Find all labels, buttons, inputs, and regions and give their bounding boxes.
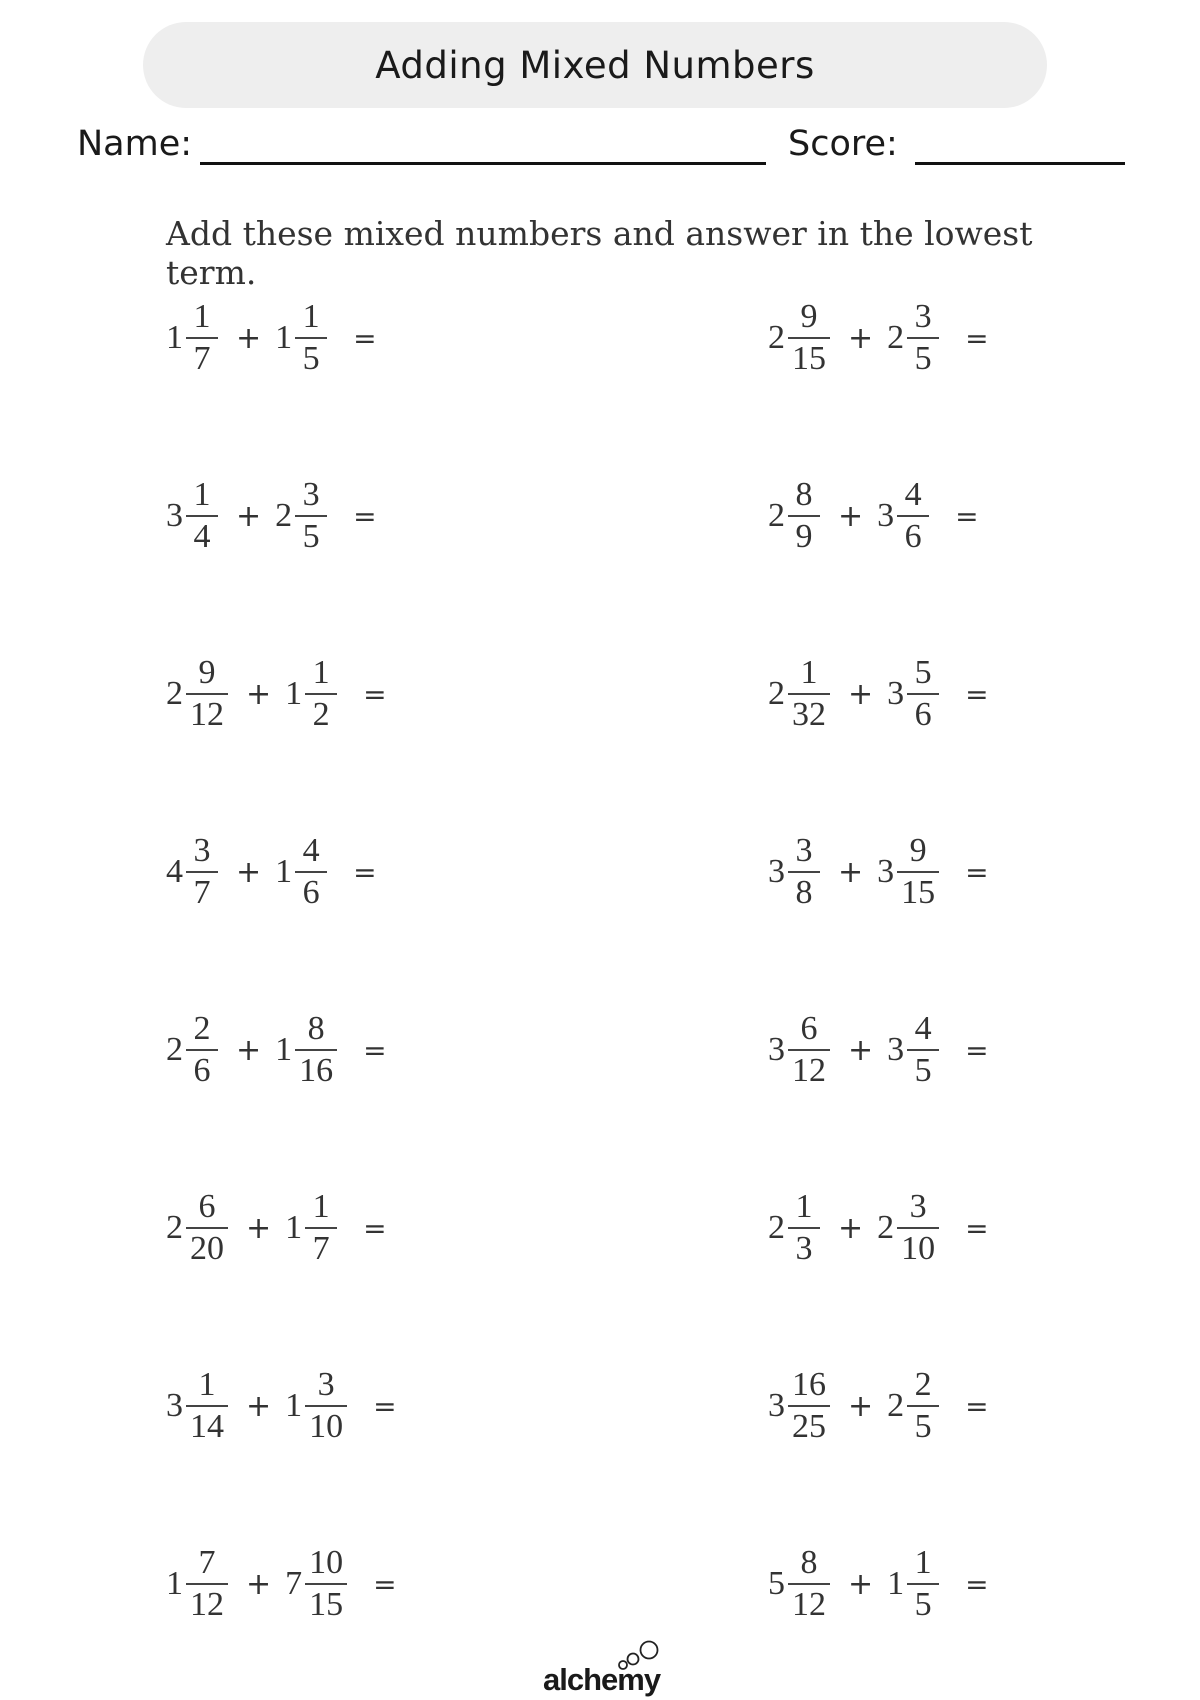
denominator: 15 xyxy=(788,337,830,376)
plus-sign: + xyxy=(236,1032,262,1068)
numerator: 10 xyxy=(309,1544,344,1581)
whole-number: 2 xyxy=(166,675,183,712)
plus-sign: + xyxy=(848,1032,874,1068)
plus-sign: + xyxy=(246,1210,272,1246)
equals-sign: = xyxy=(363,1033,387,1067)
numerator: 4 xyxy=(302,832,320,869)
whole-number: 2 xyxy=(166,1209,183,1246)
numerator: 8 xyxy=(307,1010,325,1047)
denominator: 5 xyxy=(907,1049,939,1088)
denominator: 6 xyxy=(295,871,327,910)
fraction xyxy=(297,300,325,376)
plus-sign: + xyxy=(246,676,272,712)
whole-number: 1 xyxy=(285,675,303,712)
fraction xyxy=(790,1368,828,1444)
problem-14 xyxy=(768,1366,989,1446)
whole-number: 3 xyxy=(768,1031,785,1068)
denominator: 12 xyxy=(788,1049,830,1088)
score-field[interactable] xyxy=(915,162,1125,165)
fraction xyxy=(909,1546,937,1622)
denominator: 7 xyxy=(186,337,218,376)
equals-sign: = xyxy=(965,677,989,711)
fraction xyxy=(188,1190,226,1266)
plus-sign: + xyxy=(236,320,262,356)
plus-sign: + xyxy=(848,320,874,356)
numerator: 5 xyxy=(914,654,932,691)
equals-sign: = xyxy=(353,499,377,533)
denominator: 20 xyxy=(186,1227,228,1266)
denominator: 15 xyxy=(897,871,939,910)
fraction xyxy=(790,1012,828,1088)
whole-number: 1 xyxy=(166,1565,183,1602)
fraction xyxy=(307,656,335,732)
problem-5 xyxy=(166,654,387,734)
fraction xyxy=(307,1190,335,1266)
numerator: 6 xyxy=(198,1188,216,1225)
denominator: 7 xyxy=(305,1227,337,1266)
problem-13 xyxy=(166,1366,397,1446)
numerator: 3 xyxy=(317,1366,335,1403)
numerator: 3 xyxy=(909,1188,927,1225)
equals-sign: = xyxy=(965,1033,989,1067)
numerator: 1 xyxy=(312,654,330,691)
numerator: 1 xyxy=(193,298,211,335)
denominator: 4 xyxy=(186,515,218,554)
numerator: 2 xyxy=(914,1366,932,1403)
denominator: 25 xyxy=(788,1405,830,1444)
equals-sign: = xyxy=(965,855,989,889)
whole-number: 1 xyxy=(285,1209,303,1246)
numerator: 1 xyxy=(795,1188,813,1225)
fraction xyxy=(899,1190,937,1266)
denominator: 14 xyxy=(186,1405,228,1444)
problem-9 xyxy=(166,1010,387,1090)
numerator: 3 xyxy=(193,832,211,869)
whole-number: 2 xyxy=(275,497,293,534)
fraction xyxy=(790,1546,828,1622)
fraction xyxy=(899,478,927,554)
denominator: 5 xyxy=(295,337,327,376)
problem-11 xyxy=(166,1188,387,1268)
fraction xyxy=(909,1368,937,1444)
fraction xyxy=(790,834,818,910)
numerator: 4 xyxy=(904,476,922,513)
whole-number: 3 xyxy=(166,497,183,534)
name-field[interactable] xyxy=(200,162,766,165)
fraction xyxy=(307,1368,345,1444)
plus-sign: + xyxy=(848,1566,874,1602)
numerator: 9 xyxy=(800,298,818,335)
numerator: 8 xyxy=(795,476,813,513)
plus-sign: + xyxy=(236,498,262,534)
fraction xyxy=(790,300,828,376)
problem-3 xyxy=(166,476,377,556)
whole-number: 4 xyxy=(166,853,183,890)
numerator: 9 xyxy=(198,654,216,691)
denominator: 15 xyxy=(305,1583,347,1622)
whole-number: 5 xyxy=(768,1565,785,1602)
equals-sign: = xyxy=(955,499,979,533)
plus-sign: + xyxy=(838,854,864,890)
plus-sign: + xyxy=(838,498,864,534)
whole-number: 1 xyxy=(285,1387,303,1424)
numerator: 8 xyxy=(800,1544,818,1581)
numerator: 16 xyxy=(792,1366,826,1403)
whole-number: 2 xyxy=(877,1209,895,1246)
whole-number: 2 xyxy=(768,319,785,356)
whole-number: 3 xyxy=(877,497,895,534)
denominator: 32 xyxy=(788,693,830,732)
denominator: 12 xyxy=(788,1583,830,1622)
whole-number: 2 xyxy=(887,1387,905,1424)
fraction xyxy=(297,1012,335,1088)
title-banner xyxy=(143,22,1047,108)
numerator: 1 xyxy=(302,298,320,335)
fraction xyxy=(909,300,937,376)
numerator: 3 xyxy=(914,298,932,335)
problem-2 xyxy=(768,298,989,378)
equals-sign: = xyxy=(353,855,377,889)
whole-number: 2 xyxy=(768,497,785,534)
problem-6 xyxy=(768,654,989,734)
denominator: 3 xyxy=(788,1227,820,1266)
fraction xyxy=(188,834,216,910)
plus-sign: + xyxy=(838,1210,864,1246)
numerator: 4 xyxy=(914,1010,932,1047)
problem-15 xyxy=(166,1544,397,1624)
alchemy-logo xyxy=(543,1640,673,1698)
name-label: Name: xyxy=(77,124,193,164)
denominator: 6 xyxy=(907,693,939,732)
problem-1 xyxy=(166,298,377,378)
numerator: 1 xyxy=(312,1188,330,1225)
fraction xyxy=(790,1190,818,1266)
whole-number: 2 xyxy=(768,675,785,712)
denominator: 16 xyxy=(295,1049,337,1088)
whole-number: 1 xyxy=(166,319,183,356)
whole-number: 2 xyxy=(768,1209,785,1246)
fraction xyxy=(899,834,937,910)
fraction xyxy=(188,656,226,732)
fraction xyxy=(307,1546,345,1622)
denominator: 6 xyxy=(186,1049,218,1088)
fraction xyxy=(297,834,325,910)
numerator: 7 xyxy=(198,1544,216,1581)
whole-number: 1 xyxy=(275,319,293,356)
plus-sign: + xyxy=(246,1566,272,1602)
plus-sign: + xyxy=(236,854,262,890)
problem-10 xyxy=(768,1010,989,1090)
whole-number: 2 xyxy=(887,319,905,356)
whole-number: 3 xyxy=(887,675,905,712)
denominator: 10 xyxy=(897,1227,939,1266)
denominator: 5 xyxy=(907,1405,939,1444)
logo-text: alchemy xyxy=(543,1662,661,1697)
problem-12 xyxy=(768,1188,989,1268)
equals-sign: = xyxy=(373,1389,397,1423)
equals-sign: = xyxy=(353,321,377,355)
problem-7 xyxy=(166,832,377,912)
numerator: 1 xyxy=(198,1366,216,1403)
whole-number: 3 xyxy=(166,1387,183,1424)
denominator: 5 xyxy=(295,515,327,554)
fraction xyxy=(188,1368,226,1444)
denominator: 10 xyxy=(305,1405,347,1444)
numerator: 3 xyxy=(795,832,813,869)
numerator: 9 xyxy=(909,832,927,869)
whole-number: 1 xyxy=(887,1565,905,1602)
equals-sign: = xyxy=(363,1211,387,1245)
page-title: Adding Mixed Numbers xyxy=(375,43,815,87)
whole-number: 1 xyxy=(275,853,293,890)
equals-sign: = xyxy=(965,321,989,355)
whole-number: 2 xyxy=(166,1031,183,1068)
denominator: 5 xyxy=(907,337,939,376)
whole-number: 7 xyxy=(285,1565,303,1602)
whole-number: 3 xyxy=(887,1031,905,1068)
plus-sign: + xyxy=(848,676,874,712)
whole-number: 1 xyxy=(275,1031,293,1068)
fraction xyxy=(188,300,216,376)
denominator: 12 xyxy=(186,1583,228,1622)
denominator: 12 xyxy=(186,693,228,732)
numerator: 1 xyxy=(193,476,211,513)
fraction xyxy=(909,1012,937,1088)
equals-sign: = xyxy=(363,677,387,711)
denominator: 5 xyxy=(907,1583,939,1622)
fraction xyxy=(909,656,937,732)
denominator: 7 xyxy=(186,871,218,910)
plus-sign: + xyxy=(848,1388,874,1424)
problem-4 xyxy=(768,476,979,556)
problem-16 xyxy=(768,1544,989,1624)
denominator: 2 xyxy=(305,693,337,732)
fraction xyxy=(297,478,325,554)
whole-number: 3 xyxy=(768,853,785,890)
score-label: Score: xyxy=(788,124,898,164)
problem-8 xyxy=(768,832,989,912)
instructions: Add these mixed numbers and answer in the lowest term. xyxy=(166,214,1033,292)
fraction xyxy=(188,1012,216,1088)
fraction xyxy=(188,478,216,554)
equals-sign: = xyxy=(965,1567,989,1601)
denominator: 8 xyxy=(788,871,820,910)
fraction xyxy=(790,656,828,732)
whole-number: 3 xyxy=(768,1387,785,1424)
numerator: 6 xyxy=(800,1010,818,1047)
whole-number: 3 xyxy=(877,853,895,890)
numerator: 1 xyxy=(800,654,818,691)
fraction xyxy=(188,1546,226,1622)
equals-sign: = xyxy=(965,1389,989,1423)
fraction xyxy=(790,478,818,554)
denominator: 9 xyxy=(788,515,820,554)
equals-sign: = xyxy=(965,1211,989,1245)
denominator: 6 xyxy=(897,515,929,554)
numerator: 1 xyxy=(914,1544,932,1581)
numerator: 2 xyxy=(193,1010,211,1047)
plus-sign: + xyxy=(246,1388,272,1424)
equals-sign: = xyxy=(373,1567,397,1601)
numerator: 3 xyxy=(302,476,320,513)
